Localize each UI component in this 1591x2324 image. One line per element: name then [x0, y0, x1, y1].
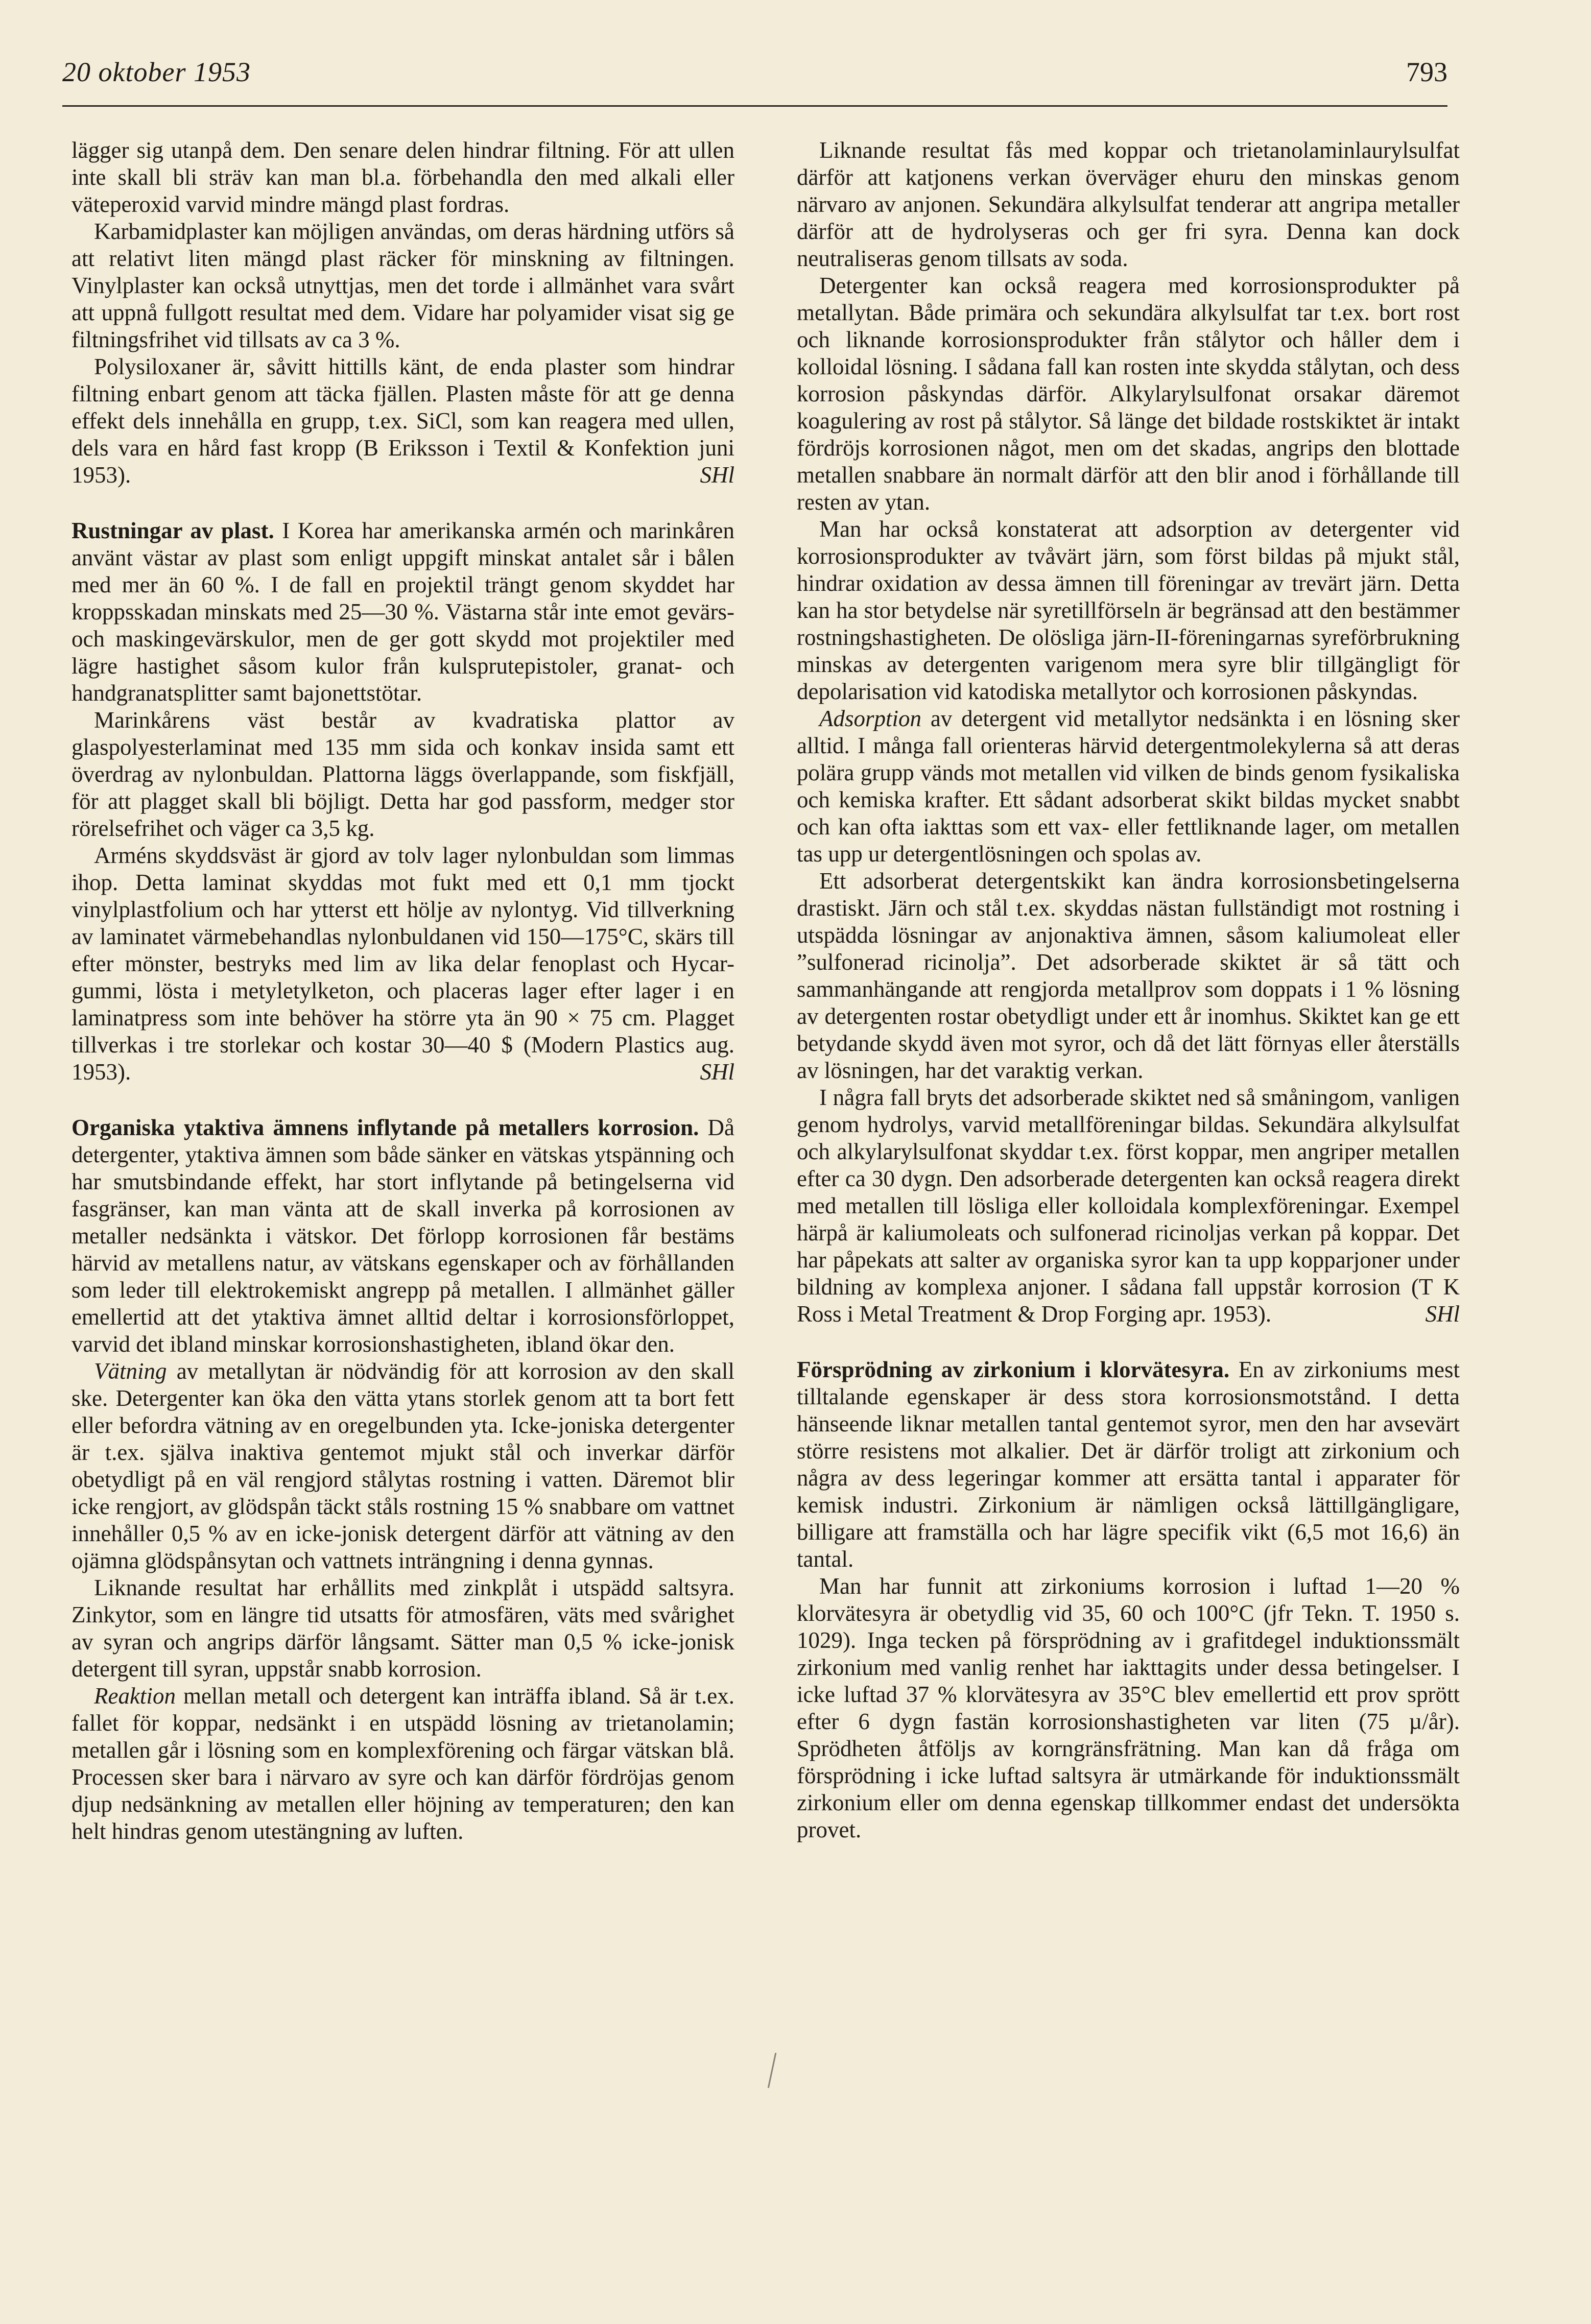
- paragraph: [72, 353, 734, 489]
- paragraph: [797, 705, 1460, 868]
- paragraph: Liknande resultat fås med koppar och trietanolaminlaurylsulfat därför att katjonens verkan överväger ehuru den minskas genom närvaro av anjonen. Sekundära alkylsulfat tenderar att angripa metaller därför att de hydrolyseras och ger fri syra. Denna kan dock neutraliseras genom tillsats av soda.: [797, 137, 1460, 271]
- right-column: [797, 137, 1460, 1843]
- paragraph-text: av metallytan är nödvändig för att korrosion av den skall ske. Detergenter kan öka den vätta ytans storlek genom att ta bort fett eller befordra vätning av en oregelbunden yta. Icke-joniska detergenter är t.ex. själva inaktiva gentemot mjukt stål och inverkar därför obetydligt på en väl rengjord stålytas rostning i vatten. Däremot blir icke rengjort, av glödspån täckt ståls rostning 15 % snabbare om vattnet innehåller 0,5 % av en icke-jonisk detergent därför att vätning av den ojämna glödspånsytan och vattnets inträngning i denna gynnas.: [72, 1358, 735, 1573]
- paragraph: lägger sig utanpå dem. Den senare delen hindrar filtning. För att ullen inte skall bli sträv kan man bl.a. förbehandla den med alkali eller väteperoxid varvid mindre mängd plast fordras.: [72, 137, 734, 217]
- paragraph-text: En av zirkoniums mest tilltalande egenskaper är dess stora korrosionsmotstånd. I detta hänseende liknar metallen tantal gentemot syror, men den har avsevärt större resistens mot alkalier. Det är därför troligt att zirkonium och några av dess legeringar kommer att ersätta tantal i apparater för kemisk industri. Zirkonium är nämligen också lättillgängligare, billigare att framställa och har lägre specifik vikt (6,5 mot 16,6) än tantal.: [797, 1357, 1460, 1572]
- article-heading: Rustningar av plast.: [72, 518, 274, 543]
- paragraph: Liknande resultat har erhållits med zinkplåt i utspädd saltsyra. Zinkytor, som en längre tid utsatts för atmosfären, väts med svårighet av syran och angrips därför långsamt. Sätter man 0,5 % icke-jonisk detergent till syran, uppstår snabb korrosion.: [72, 1575, 734, 1682]
- term-italic: Vätning: [94, 1358, 167, 1384]
- spacer: [797, 1328, 1460, 1356]
- paragraph-text: Då detergenter, ytaktiva ämnen som både sänker en vätskas ytspänning och har smutsbindande effekt, har stort inflytande på betingelserna vid fasgränser, kan man vänta att de skall inverka på korrosionen av metaller nedsänkta i vätskor. Det förlopp korrosionen får bestäms härvid av metallens natur, av vätskans egenskaper och av förhållanden som leder till elektrokemiskt angrepp på metallen. I allmänhet gäller emellertid att det ytaktiva ämnet alltid deltar i korrosionsförloppet, varvid det ibland minskar korrosionshastigheten, ibland ökar den.: [72, 1115, 735, 1357]
- paragraph: Karbamidplaster kan möjligen användas, om deras härdning utförs så att relativt liten mängd plast räcker för minskning av filtningen. Vinylplaster kan också utnyttjas, men det torde i allmänhet vara svårt att uppnå fullgott resultat med dem. Vidare har polyamider visat sig ge filtningsfrihet vid tillsats av ca 3 %.: [72, 219, 734, 352]
- author-signature: SHl: [700, 1059, 734, 1085]
- term-italic: Reaktion: [94, 1683, 176, 1709]
- article-forsprodning: [797, 1356, 1460, 1573]
- paragraph-text: Polysiloxaner är, såvitt hittills känt, de enda plaster som hindrar filtning enbart genom att täcka fjällen. Plasten måste för att ge denna effekt dels innehålla en grupp, t.ex. SiCl, som kan reagera med ullen, dels vara en hård fast kropp (B Eriksson i Textil & Konfektion juni 1953).: [72, 354, 734, 488]
- paragraph: [72, 842, 734, 1086]
- paragraph: Marinkårens väst består av kvadratiska plattor av glaspolyesterlaminat med 135 mm sida och konkav insida samt ett överdrag av nylonbuldan. Plattorna läggs överlappande, som fiskfjäll, för att plagget skall bli böjligt. Detta har god passform, medger stor rörelsefrihet och väger ca 3,5 kg.: [72, 707, 734, 841]
- issue-date: 20 oktober 1953: [62, 57, 251, 87]
- paragraph-text: I några fall bryts det adsorberade skiktet ned så småningom, vanligen genom hydrolys, varvid metallföreningar bildas. Sekundära alkylsulfat och alkylarylsulfonat skyddar t.ex. först koppar, men angriper metallen efter ca 30 dygn. Den adsorberade detergenten kan också reagera direkt med metallen till lösliga eller kolloidala komplexföreningar. Exempel härpå är kaliumoleats och sulfonerad ricinoljas verkan på koppar. Det har påpekats att salter av organiska syror kan ta upp kopparjoner under bildning av komplexa anjoner. I sådana fall uppstår korrosion (T K Ross i Metal Treatment & Drop Forging apr. 1953).: [797, 1085, 1460, 1327]
- spacer: [72, 489, 734, 517]
- page-header: [62, 49, 1447, 107]
- paragraph: Man har också konstaterat att adsorption av detergenter vid korrosionsprodukter av tvåvärt järn, som först bildas på mjukt stål, hindrar oxidation av dessa ämnen till föreningar av trevärt järn. Detta kan ha stor betydelse när syretillförseln är begränsad att den bestämmer rostningshastigheten. De olösliga järn-II-föreningarnas syreförbrukning minskas av detergenten varigenom mera syre blir tillgängligt för depolarisation vid katodiska metallytor och korrosionen påskyndas.: [797, 516, 1460, 704]
- paragraph-text: Arméns skyddsväst är gjord av tolv lager nylonbuldan som limmas ihop. Detta laminat skyddas mot fukt med ett 0,1 mm tjockt vinylplastfolium och har ytterst ett hölje av nylontyg. Vid tillverkning av laminatet värmebehandlas nylonbuldanen vid 150—175°C, skärs till efter mönster, bestryks med lim av lika delar fenoplast och Hycar-gummi, lösta i metyletylketon, och placeras lager efter lager i en laminatpress som inte behöver ha större yta än 90 × 75 cm. Plagget tillverkas i tre storlekar och kostar 30—40 $ (Modern Plastics aug. 1953).: [72, 843, 734, 1085]
- term-italic: Adsorption: [819, 706, 922, 731]
- paragraph: Ett adsorberat detergentskikt kan ändra korrosionsbetingelserna drastiskt. Järn och stål t.ex. skyddas nästan fullständigt mot rostning i utspädda lösningar av anjonaktiva ämnen, såsom kaliumoleat eller ”sulfonerad ricinolja”. Det adsorberade skiktet är så tätt och sammanhängande att rengjorda metallprov som doppats i 1 % lösning av detergenten rostar obetydligt under ett år inomhus. Skiktet kan ge ett betydande skydd även mot syror, och då det lätt förnyas eller återställs av lösningen, har det varaktig verkan.: [797, 868, 1460, 1083]
- left-column: [72, 137, 734, 1845]
- paragraph: Man har funnit att zirkoniums korrosion i luftad 1—20 % klorvätesyra är obetydlig vid 35, 60 och 100°C (jfr Tekn. T. 1950 s. 1029). Inga tecken på försprödning av i grafitdegel induktionssmält zirkonium med vanlig renhet har iakttagits under dessa betingelser. I icke luftad 37 % klorvätesyra av 35°C blev emellertid ett prov sprött efter 6 dygn fastän korrosionshastigheten var liten (75 µ/år). Sprödheten åtföljs av korngränsfrätning. Man kan då fråga om försprödning i icke luftad saltsyra är utmärkande för induktionssmält zirkonium eller om denna egenskap tillkommer endast det undersökta provet.: [797, 1573, 1460, 1842]
- article-heading: Försprödning av zirkonium i klorvätesyra.: [797, 1357, 1230, 1382]
- author-signature: SHl: [1425, 1301, 1460, 1327]
- article-rustningar: [72, 517, 734, 707]
- paragraph: [797, 1084, 1460, 1328]
- paragraph: [72, 1358, 734, 1574]
- paragraph-text: mellan metall och detergent kan inträffa ibland. Så är t.ex. fallet för koppar, nedsänkt i en utspädd lösning av trietanolamin; metallen går i lösning som en komplexförening och färgar vätskan blå. Processen sker bara i närvaro av syre och kan därför fördröjas genom djup nedsänkning av metallen eller höjning av temperaturen; den kan helt hindras genom utestängning av luften.: [72, 1683, 734, 1844]
- article-organiska: [72, 1114, 734, 1358]
- margin-pencil-mark: [768, 2053, 779, 2089]
- paragraph-text: I Korea har amerikanska armén och marinkåren använt västar av plast som enligt uppgift minskat antalet sår i bålen med mer än 60 %. I de fall en projektil trängt genom skyddet har kroppsskadan minskats med 25—30 %. Västarna står inte emot gevärs- och maskingevärskulor, men de ger gott skydd mot projektiler med lägre hastighet såsom kulor från kulsprutepistoler, granat- och handgranatsplitter samt bajonettstötar.: [72, 518, 735, 706]
- paragraph: Detergenter kan också reagera med korrosionsprodukter på metallytan. Både primära och sekundära alkylsulfat tar t.ex. bort rost och liknande korrosionsprodukter från stålytor och håller dem i kolloidal lösning. I sådana fall kan rosten inte skydda stålytan, och dess korrosion påskyndas därför. Alkylarylsulfonat orsakar däremot koagulering av rost på stålytor. Så länge det bildade rostskiktet är intakt fördröjs korrosionen något, men om det skadas, angrips den blottade metallen snabbare än normalt därför att den blir anod i förhållande till resten av ytan.: [797, 273, 1460, 515]
- paragraph: [72, 1683, 734, 1845]
- author-signature: SHl: [700, 462, 734, 488]
- article-heading: Organiska ytaktiva ämnens inflytande på metallers korrosion.: [72, 1115, 699, 1140]
- page-number: 793: [1406, 57, 1447, 87]
- paragraph-text: av detergent vid metallytor nedsänkta i en lösning sker alltid. I många fall orienteras härvid detergentmolekylerna så att deras polära grupp vänds mot metallen vid vilken de binds genom fysikaliska och kemiska krafter. Ett sådant adsorberat skikt bildas mycket snabbt och kan ofta iakttas som ett vax- eller fettliknande lager, om metallen tas upp ur detergentlösningen och spolas av.: [797, 706, 1460, 867]
- spacer: [72, 1086, 734, 1114]
